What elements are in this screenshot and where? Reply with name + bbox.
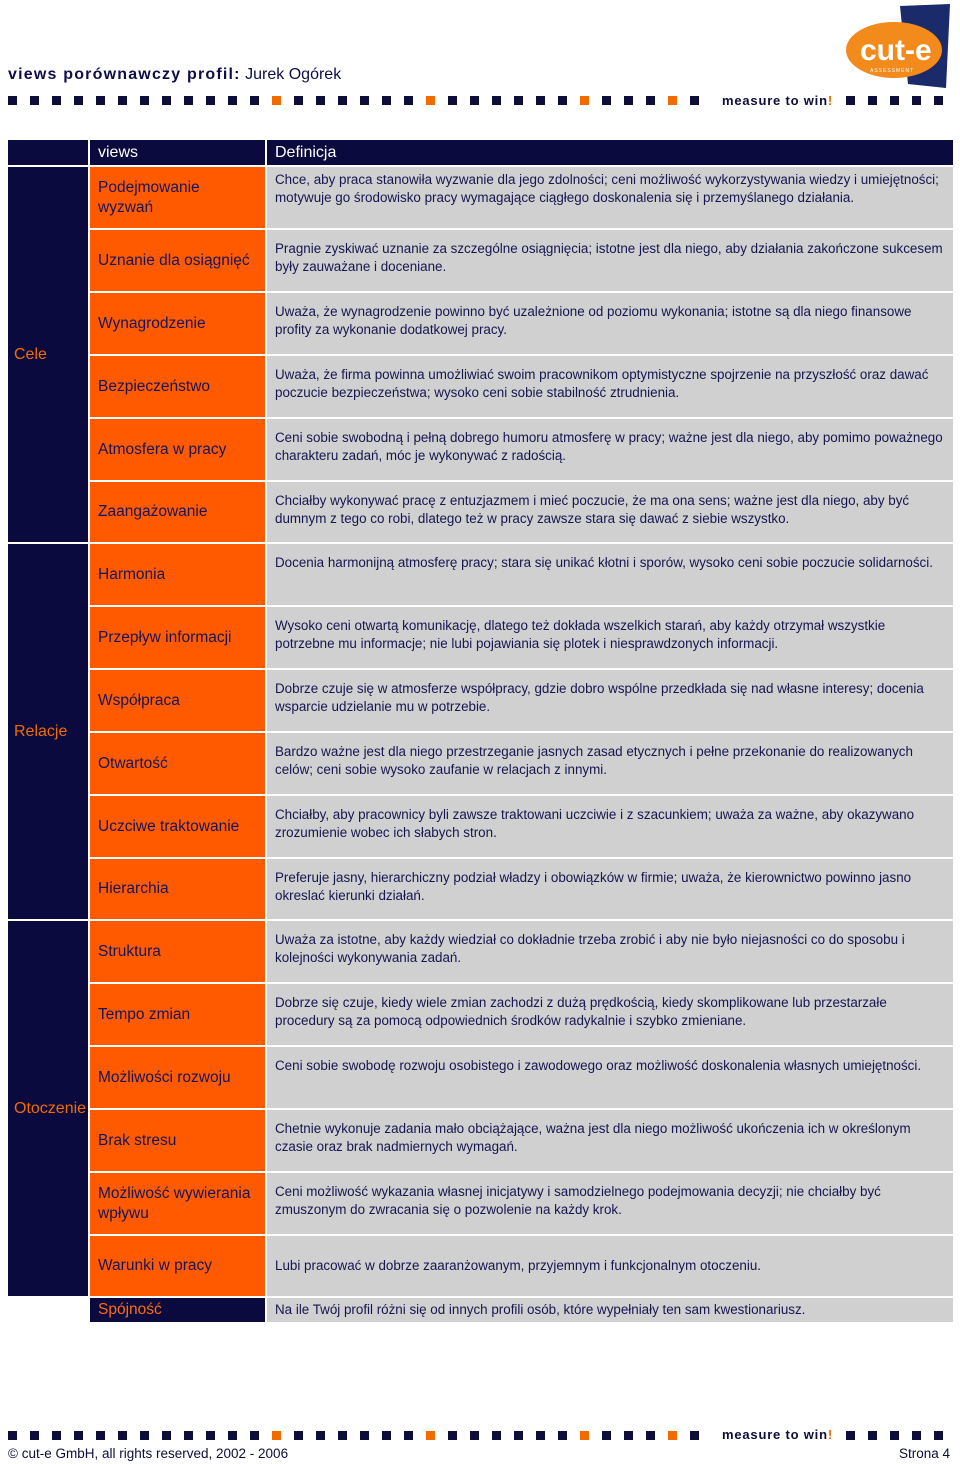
value-definition: Ceni sobie swobodną i pełną dobrego humoru atmosferę w pracy; ważne jest dla niego, aby pomimo poważnego charakteru zadań, móc je wykonywać z radością. — [267, 419, 953, 480]
category-goals: Cele — [8, 167, 88, 542]
table-head-views: views — [90, 140, 265, 165]
value-definition: Uważa, że firma powinna umożliwiać swoim pracownikom optymistyczne spojrzenie na przyszłość oraz dawać poczucie bezpieczeństwa; wysoko ceni sobie stabilność ztrudnienia. — [267, 356, 953, 417]
value-definition: Ceni możliwość wykazania własnej inicjatywy i samodzielnego podejmowania decyzji; nie chciałby być zmuszonym do zwracania się o pozwolenie na każdy krok. — [267, 1173, 953, 1234]
table-head-blank — [8, 140, 88, 165]
value-definition: Bardzo ważne jest dla niego przestrzeganie jasnych zasad etycznych i pełne przekonanie do realizowanych celów; ceni sobie wysoko zaufanie w relacjach z innymi. — [267, 733, 953, 794]
value-definition: Pragnie zyskiwać uznanie za szczególne osiągnięcia; istotne jest dla niego, aby działania zakończone sukcesem były zauważane i doceniane. — [267, 230, 953, 291]
value-name: Możliwości rozwoju — [90, 1047, 265, 1108]
value-definition: Preferuje jasny, hierarchiczny podział władzy i obowiązków w firmie; uważa, że kierownictwo powinno jasno okreslać kierunki działań. — [267, 859, 953, 919]
value-name: Możliwość wywierania wpływu — [90, 1173, 265, 1234]
value-definition: Dobrze się czuje, kiedy wiele zmian zachodzi z dużą prędkością, kiedy skomplikowane lub przestarzałe procedury są za pomocą odpowiednich środków radykalnie i szybko zmieniane. — [267, 984, 953, 1045]
value-name: Bezpieczeństwo — [90, 356, 265, 417]
value-name: Przepływ informacji — [90, 607, 265, 668]
value-name: Warunki w pracy — [90, 1236, 265, 1296]
title-lead: views porównawczy profil: — [8, 66, 241, 83]
value-definition: Chce, aby praca stanowiła wyzwanie dla jego zdolności; ceni możliwość wykorzystywania wiedzy i umiejętności; motywuje go środowisko pracy wymagające ciągłego doskonalenia się i przemyślanego działania. — [267, 167, 953, 228]
cut-e-logo — [842, 4, 954, 90]
value-name: Harmonia — [90, 544, 265, 605]
svg-text:cut-e: cut-e — [860, 34, 932, 67]
value-name: Struktura — [90, 921, 265, 982]
summary-name: Spójność — [90, 1298, 265, 1322]
category-relations: Relacje — [8, 544, 88, 919]
copyright: © cut-e GmbH, all rights reserved, 2002 - 2006 — [8, 1446, 289, 1461]
value-name: Uznanie dla osiągnięć — [90, 230, 265, 291]
title-name: Jurek Ogórek — [245, 66, 342, 83]
value-definition: Chetnie wykonuje zadania mało obciążające, ważna jest dla niego możliwość ukończenia ich w określonym czasie oraz brak nadmiernych wymagań. — [267, 1110, 953, 1171]
page-title — [8, 66, 341, 84]
value-name: Uczciwe traktowanie — [90, 796, 265, 857]
value-definition: Dobrze czuje się w atmosferze współpracy, gdzie dobro wspólne przedkłada się nad własne interesy; docenia wsparcie udzielanie mu w potrzebie. — [267, 670, 953, 731]
footer-tagline: measure to win! — [722, 1427, 833, 1442]
category-environment: Otoczenie — [8, 921, 88, 1296]
value-definition: Chciałby wykonywać pracę z entuzjazmem i mieć poczucie, że ma ona sens; ważne jest dla niego, aby być dumnym z tego co robi, dlatego też w pracy zawsze stara się dawać z siebie wszystko. — [267, 482, 953, 542]
value-name: Tempo zmian — [90, 984, 265, 1045]
svg-text:ASSESSMENT: ASSESSMENT — [870, 68, 915, 74]
table-head-definition: Definicja — [267, 140, 953, 165]
value-definition: Docenia harmonijną atmosferę pracy; stara się unikać kłotni i sporów, wysoko ceni sobie poczucie solidarności. — [267, 544, 953, 605]
value-definition: Chciałby, aby pracownicy byli zawsze traktowani uczciwie i z szacunkiem; uważa za ważne, aby okazywano zrozumienie wobec ich słabych stron. — [267, 796, 953, 857]
tagline: measure to win! — [722, 93, 833, 108]
value-name: Hierarchia — [90, 859, 265, 919]
value-definition: Lubi pracować w dobrze zaaranżowanym, przyjemnym i funkcjonalnym otoczeniu. — [267, 1236, 953, 1296]
value-definition: Ceni sobie swobodę rozwoju osobistego i zawodowego oraz możliwość doskonalenia własnych umiejętności. — [267, 1047, 953, 1108]
value-definition: Wysoko ceni otwartą komunikację, dlatego też dokłada wszelkich starań, aby każdy otrzymał wszystkie potrzebne mu informacje; nie lubi pojawiania się plotek i niesprawdzonych informacji. — [267, 607, 953, 668]
value-name: Otwartość — [90, 733, 265, 794]
value-name: Wynagrodzenie — [90, 293, 265, 354]
summary-definition: Na ile Twój profil różni się od innych profili osób, które wypełniały ten sam kwestionariusz. — [267, 1298, 953, 1322]
value-name: Współpraca — [90, 670, 265, 731]
value-name: Podejmowanie wyzwań — [90, 167, 265, 228]
value-name: Brak stresu — [90, 1110, 265, 1171]
value-definition: Uważa za istotne, aby każdy wiedział co dokładnie trzeba zrobić i aby nie było niejasności co do sposobu i kolejności wykonywania zadań. — [267, 921, 953, 982]
value-definition: Uważa, że wynagrodzenie powinno być uzależnione od poziomu wykonania; istotne są dla niego finansowe profity za wykonanie dodatkowej pracy. — [267, 293, 953, 354]
page-number: Strona 4 — [898, 1446, 950, 1461]
value-name: Zaangażowanie — [90, 482, 265, 542]
value-name: Atmosfera w pracy — [90, 419, 265, 480]
